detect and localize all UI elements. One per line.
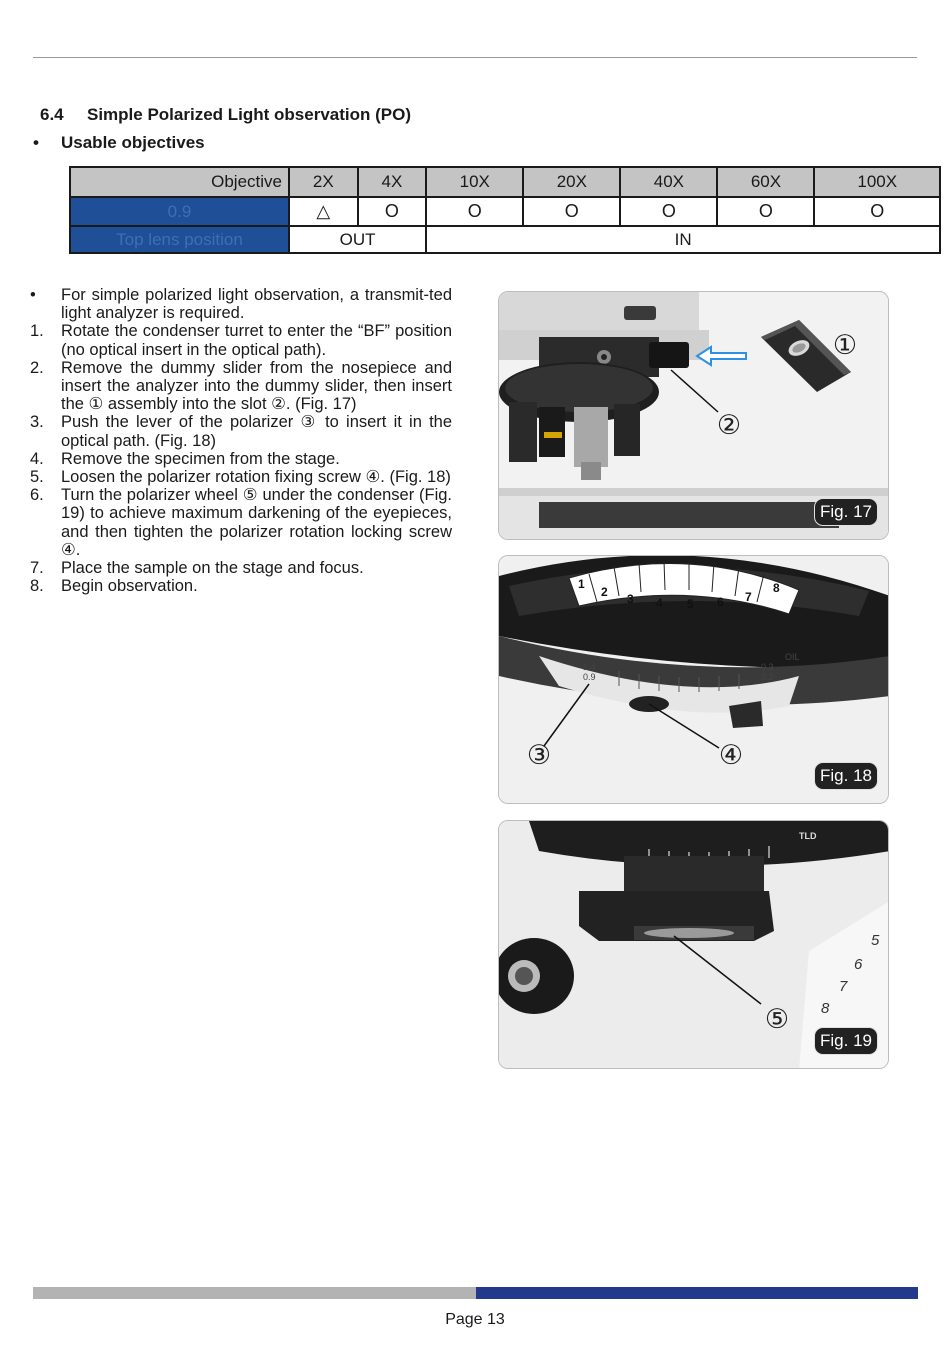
scale-number: 8: [773, 581, 780, 595]
callout-4: ④: [718, 740, 744, 771]
table-row-na: [70, 197, 940, 226]
dial-text: TLD: [799, 831, 817, 841]
usable-objectives-heading: [33, 133, 205, 153]
footer-bar-blue: [476, 1287, 918, 1299]
usable-objectives-text: Usable objectives: [61, 133, 205, 152]
list-item: [30, 413, 452, 449]
objectives-table: [69, 166, 941, 254]
list-text: Remove the dummy slider from the nosepiece and insert the analyzer into the dummy slider, then insert the ① assembly into the slot ②. (Fig. 17): [61, 358, 452, 414]
scale-number: 7: [839, 978, 848, 995]
list-marker: 3.: [30, 413, 44, 432]
list-marker: 5.: [30, 468, 44, 487]
callout-3: ③: [526, 740, 552, 771]
figure-label: Fig. 18: [814, 762, 878, 790]
dial-text: 0.3: [761, 662, 774, 672]
page-number: Page 13: [445, 1311, 505, 1328]
footer-bar-gray: [33, 1287, 476, 1299]
list-marker: •: [30, 286, 36, 304]
list-text: Place the sample on the stage and focus.: [61, 559, 364, 578]
list-item: [30, 468, 452, 486]
table-cell: 4X: [358, 167, 427, 197]
table-row-top-lens: [70, 226, 940, 253]
list-text: Remove the specimen from the stage.: [61, 449, 340, 468]
bullet-marker: •: [33, 133, 39, 152]
list-marker: 1.: [30, 322, 44, 341]
table-cell: 40X: [620, 167, 717, 197]
table-cell: O: [814, 197, 940, 226]
list-text: Push the lever of the polarizer ③ to insert it in the optical path. (Fig. 18): [61, 413, 452, 450]
list-marker: 4.: [30, 449, 44, 468]
list-item: [30, 559, 452, 577]
dial-text: 0.9: [583, 672, 596, 682]
list-text: Turn the polarizer wheel ⑤ under the condenser (Fig. 19) to achieve maximum darkening of the eyepieces, and then tighten the polarizer rotation locking screw ④.: [61, 486, 452, 559]
list-item: [30, 359, 452, 414]
table-cell: 20X: [523, 167, 620, 197]
figure-19: [498, 820, 889, 1069]
list-item: [30, 322, 452, 358]
callout-5: ⑤: [764, 1004, 790, 1035]
dial-text: 1.4: [583, 662, 596, 672]
list-marker: 7.: [30, 559, 44, 578]
out-cell: OUT: [289, 226, 426, 253]
table-cell: O: [426, 197, 523, 226]
list-text: For simple polarized light observation, a transmit-ted light analyzer is required.: [61, 286, 452, 323]
scale-number: 3: [627, 592, 634, 606]
table-cell: O: [358, 197, 427, 226]
table-cell: O: [620, 197, 717, 226]
figure-18: [498, 555, 889, 804]
table-header-row: [70, 167, 940, 197]
list-marker: 6.: [30, 486, 44, 505]
scale-number: 7: [745, 590, 752, 604]
header-rule: [33, 57, 917, 58]
list-item: [30, 286, 452, 322]
section-title: Simple Polarized Light observation (PO): [87, 105, 411, 124]
scale-number: 5: [687, 597, 694, 611]
list-text: Begin observation.: [61, 577, 198, 596]
dial-text: OIL: [785, 652, 800, 662]
dial-text: 0.2: [761, 672, 774, 682]
scale-number: 8: [821, 1000, 830, 1017]
list-item: [30, 577, 452, 595]
figure-17: [498, 291, 889, 540]
scale-number: 4: [656, 596, 663, 610]
list-marker: 2.: [30, 358, 44, 377]
table-cell: 60X: [717, 167, 814, 197]
procedure-list: [30, 286, 452, 595]
table-cell: O: [717, 197, 814, 226]
scale-number: 1: [578, 577, 585, 591]
in-cell: IN: [426, 226, 940, 253]
list-item: [30, 450, 452, 468]
table-cell: 2X: [289, 167, 358, 197]
scale-number: 5: [871, 932, 880, 949]
table-cell: 100X: [814, 167, 940, 197]
scale-number: 2: [601, 585, 608, 599]
table-cell: △: [289, 197, 358, 226]
table-cell: 10X: [426, 167, 523, 197]
list-text: Rotate the condenser turret to enter the “BF” position (no optical insert in the optical path).: [61, 322, 452, 359]
list-marker: 8.: [30, 577, 44, 596]
callout-2: ②: [716, 410, 742, 441]
section-number: 6.4: [40, 105, 64, 124]
section-heading: [40, 105, 411, 125]
callout-1: ①: [832, 330, 858, 361]
scale-number: 6: [854, 956, 863, 973]
scale-number: 6: [717, 595, 724, 609]
list-text: Loosen the polarizer rotation fixing screw ④. (Fig. 18): [61, 468, 451, 487]
top-lens-label-cell: Top lens position: [70, 226, 289, 253]
na-label-cell: 0.9: [70, 197, 289, 226]
figure-label: Fig. 19: [814, 1027, 878, 1055]
list-item: [30, 486, 452, 559]
objective-header-cell: Objective: [70, 167, 289, 197]
figure-label: Fig. 17: [814, 498, 878, 526]
table-cell: O: [523, 197, 620, 226]
